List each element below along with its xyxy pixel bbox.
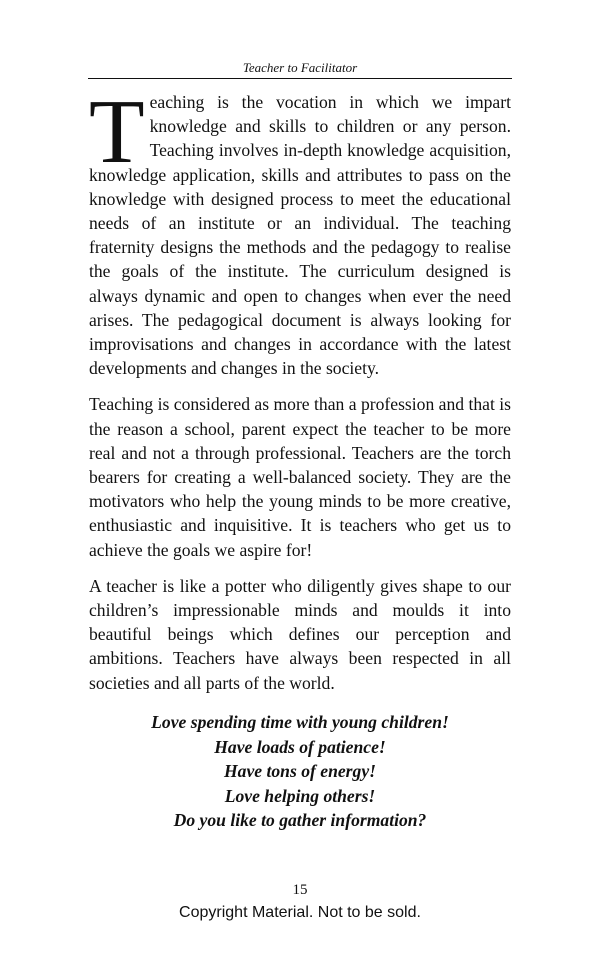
header-rule [88,78,512,79]
body-text [89,81,511,707]
page-number: 15 [292,882,308,898]
paragraph-1 [89,81,511,380]
highlight-line: Love spending time with young children! [151,712,449,732]
drop-cap [89,81,145,182]
paragraph-1-text: eaching is the vocation in which we impart knowledge and skills to children or any person. Teaching involves in-depth knowledge acquisition, knowledge application, skills and attributes to pass on the knowledge with designed process to meet the educational needs of an institute or an individual. The teaching fraternity designs the methods and the pedagogy to realise the goals of the institute. The curriculum designed is always dynamic and open to changes when ever the need arises. The pedagogical document is always looking for improvisations and changes in accordance with the latest developments and changes in the society. [89,92,511,379]
drop-cap-letter: T [89,81,145,182]
highlight-line: Have loads of patience! [214,736,386,757]
copyright-notice: Copyright Material. Not to be sold. [179,904,421,921]
highlight-line: Love helping others! [224,785,376,806]
paragraph-3: A teacher is like a potter who diligently gives shape to our children’s impressionable minds and moulds it into beautiful beings which defines our perception and ambitions. Teachers have always been respected in all societies and all parts of the world. [89,575,511,693]
paragraph-2: Teaching is considered as more than a profession and that is the reason a school, parent expect the teacher to be more real and not a through professional. Teachers are the torch bearers for creating a well-balanced society. They are the motivators who help the young minds to be more creative, enthusiastic and inquisitive. It is teachers who get us to achieve the goals we aspire for! [89,394,511,560]
running-header: Teacher to Facilitator [242,60,358,75]
highlight-list [88,710,512,833]
highlight-line: Do you like to gather information? [173,810,427,830]
highlight-line: Have tons of energy! [224,761,376,781]
